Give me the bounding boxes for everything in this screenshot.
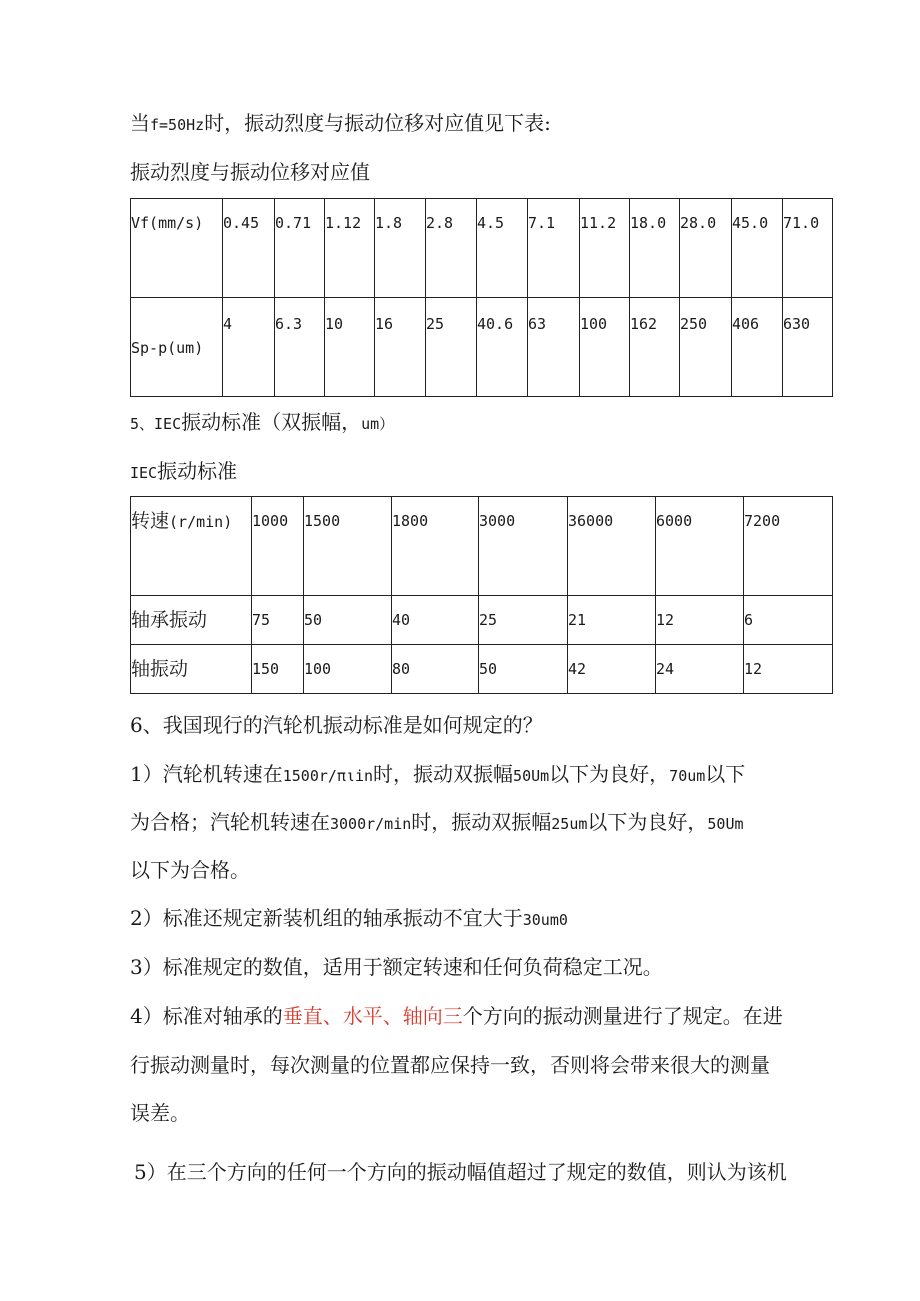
table-cell: 406 [732,298,783,397]
table-cell: 25 [479,596,568,645]
table-cell: 250 [680,298,732,397]
item-2 [130,908,568,928]
intro-frequency: f=50Hz [150,116,205,134]
table-cell: 0.71 [275,199,325,298]
table-cell: 12 [656,596,744,645]
item-4-line-3: 误差。 [130,1101,190,1125]
row-label-displacement: Sp-p(um) [131,298,223,397]
text-run: 70um [669,767,706,785]
table-cell: 6.3 [275,298,325,397]
table-cell: 12 [744,645,833,694]
section-text: 振动标准（双振幅， [181,410,362,434]
table2-caption [130,461,237,481]
item-1-line-3: 以下为合格。 [130,858,250,882]
text-run: 1）汽轮机转速在 [130,762,283,786]
speed-unit: (r/min) [169,513,233,531]
table-cell: 100 [580,298,630,397]
table-cell: 18.0 [630,199,680,298]
speed-header [131,497,252,596]
table-cell: 50 [304,596,392,645]
text-run: 时，振动双振幅 [411,810,552,834]
text-run: 以下 [705,762,746,786]
table-cell: 100 [304,645,392,694]
table-cell: 36000 [568,497,656,596]
row-label-shaft: 轴振动 [131,645,252,694]
table-cell: 11.2 [580,199,630,298]
table-cell: 3000 [479,497,568,596]
section-abbrev: IEC [154,415,182,433]
table-cell: 45.0 [732,199,783,298]
table-cell: 40.6 [477,298,528,397]
table-cell: 28.0 [680,199,732,298]
table-cell: 40 [392,596,479,645]
table-cell: 42 [568,645,656,694]
row-label-velocity: Vf(mm/s) [131,199,223,298]
table-cell: 21 [568,596,656,645]
iec-vibration-table [130,496,833,694]
table-row [131,298,833,397]
text-run: 以下为良好， [549,762,670,786]
table-cell: 7200 [744,497,833,596]
table-cell: 162 [630,298,680,397]
table-cell: 1.12 [325,199,375,298]
speed-label: 转速 [131,510,170,532]
table-cell: 1800 [392,497,479,596]
text-run: 时，振动双振幅 [373,762,514,786]
text-run: 25um [551,815,588,833]
section-unit: um） [361,415,395,433]
text-run: 个方向的振动测量进行了规定。在进 [462,1004,783,1028]
table-cell: 6000 [656,497,744,596]
table-cell: 1000 [252,497,304,596]
item-4-line-2: 行振动测量时，每次测量的位置都应保持一致，否则将会带来很大的测量 [130,1053,770,1077]
caption-text: 振动标准 [157,459,238,483]
table-cell: 75 [252,596,304,645]
text-run: 4）标准对轴承的 [130,1004,283,1028]
item-3: 3）标准规定的数值，适用于额定转速和任何负荷稳定工况。 [130,955,663,979]
table-cell: 4.5 [477,199,528,298]
caption-abbrev: IEC [130,464,158,482]
table-cell: 6 [744,596,833,645]
text-run: 为合格；汽轮机转速在 [130,810,330,834]
section-number: 5、 [130,415,155,433]
table-cell: 150 [252,645,304,694]
intro-line [130,113,551,133]
item-1-line-2 [130,812,744,832]
item-5: 5）在三个方向的任何一个方向的振动幅值超过了规定的数值，则认为该机 [134,1160,787,1184]
text-run: 50Um [707,815,744,833]
table-cell: 16 [375,298,426,397]
table-cell: 10 [325,298,375,397]
section-5-heading [130,412,394,432]
table-cell: 63 [528,298,580,397]
text-run: 1500r/πιin [282,767,374,785]
table-cell: 2.8 [426,199,477,298]
table1-caption: 振动烈度与振动位移对应值 [130,160,370,184]
vibration-severity-table [130,198,833,397]
table-cell: 24 [656,645,744,694]
table-cell: 4 [223,298,275,397]
table-cell: 71.0 [783,199,833,298]
table-cell: 50 [479,645,568,694]
text-run: 2）标准还规定新装机组的轴承振动不宜大于 [130,906,523,930]
table-row [131,645,833,694]
table-cell: 630 [783,298,833,397]
row-label-bearing: 轴承振动 [131,596,252,645]
intro-suffix: 时，振动烈度与振动位移对应值见下表: [204,111,551,135]
table-row [131,199,833,298]
table-cell: 7.1 [528,199,580,298]
text-run: 30um0 [522,911,568,929]
text-run: 以下为良好， [587,810,708,834]
highlighted-directions: 垂直、水平、轴向三 [282,1004,463,1028]
table-row [131,596,833,645]
table-cell: 0.45 [223,199,275,298]
question-6: 6、我国现行的汽轮机振动标准是如何规定的？ [130,713,543,737]
item-4-line-1 [130,1006,783,1026]
item-1-line-1 [130,764,745,784]
table-row [131,497,833,596]
table-cell: 25 [426,298,477,397]
table-cell: 1.8 [375,199,426,298]
table-cell: 80 [392,645,479,694]
text-run: 50Um [513,767,550,785]
intro-prefix: 当 [130,111,150,135]
text-run: 3000r/min [330,815,412,833]
table-cell: 1500 [304,497,392,596]
